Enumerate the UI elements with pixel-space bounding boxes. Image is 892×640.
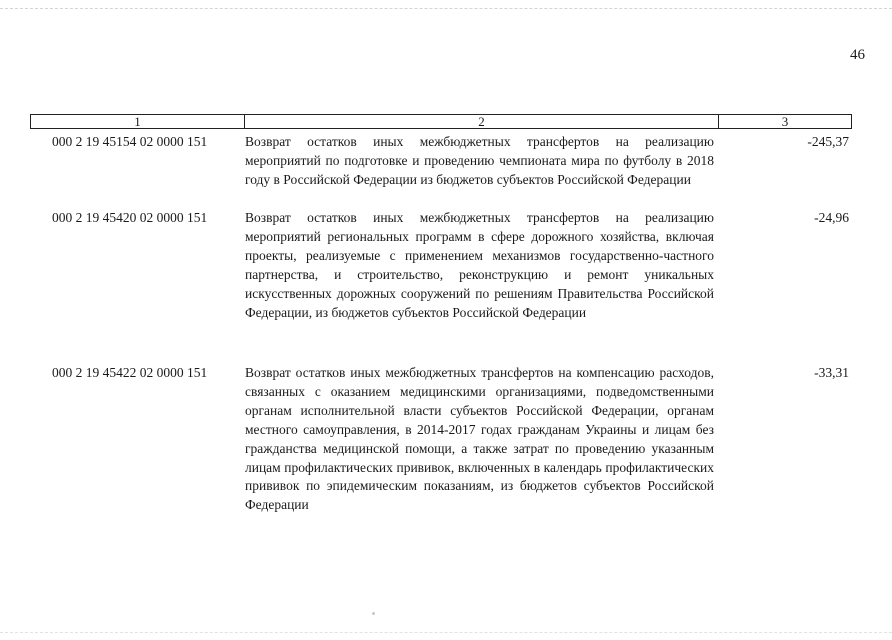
row-amount: -245,37 [807, 134, 849, 149]
row-amount: -33,31 [814, 365, 849, 380]
row-amount: -24,96 [814, 210, 849, 225]
column-header-1: 1 [31, 115, 245, 128]
top-scan-rule [0, 8, 892, 9]
column-header-2: 2 [245, 115, 719, 128]
budget-code: 000 2 19 45422 02 0000 151 [52, 365, 208, 380]
row-description: Возврат остатков иных межбюджетных трансфертов на реализацию мероприятий по подготовке и проведению чемпионата мира по футболу в 2018 году в Российской Федерации из бюджетов субъектов Российской Федерации [245, 134, 714, 187]
scan-speck [372, 612, 375, 615]
bottom-scan-rule [0, 632, 892, 633]
row-description: Возврат остатков иных межбюджетных трансфертов на компенсацию расходов, связанных с оказанием медицинскими организациями, подведомственными органам исполнительной власти субъектов Российской Федерации, органам местного самоуправления, в 2014-2017 годах гражданам Украины и лицам без гражданства медицинской помощи, а также затрат по проведению указанным лицам профилактических прививок, включенных в календарь профилактических прививок по эпидемическим показаниям, из бюджетов субъектов Российской Федерации [245, 365, 714, 513]
row-description: Возврат остатков иных межбюджетных трансфертов на реализацию мероприятий региональных программ в сфере дорожного хозяйства, включая проекты, реализуемые с применением механизмов государственно-частного партнерства, и строительство, реконструкцию и ремонт уникальных искусственных дорожных сооружений по решениям Правительства Российской Федерации, из бюджетов субъектов Российской Федерации [245, 210, 714, 320]
budget-code: 000 2 19 45420 02 0000 151 [52, 210, 208, 225]
table-header [30, 114, 852, 129]
budget-code: 000 2 19 45154 02 0000 151 [52, 134, 208, 149]
column-header-3: 3 [781, 114, 789, 129]
page-number: 46 [850, 47, 865, 63]
